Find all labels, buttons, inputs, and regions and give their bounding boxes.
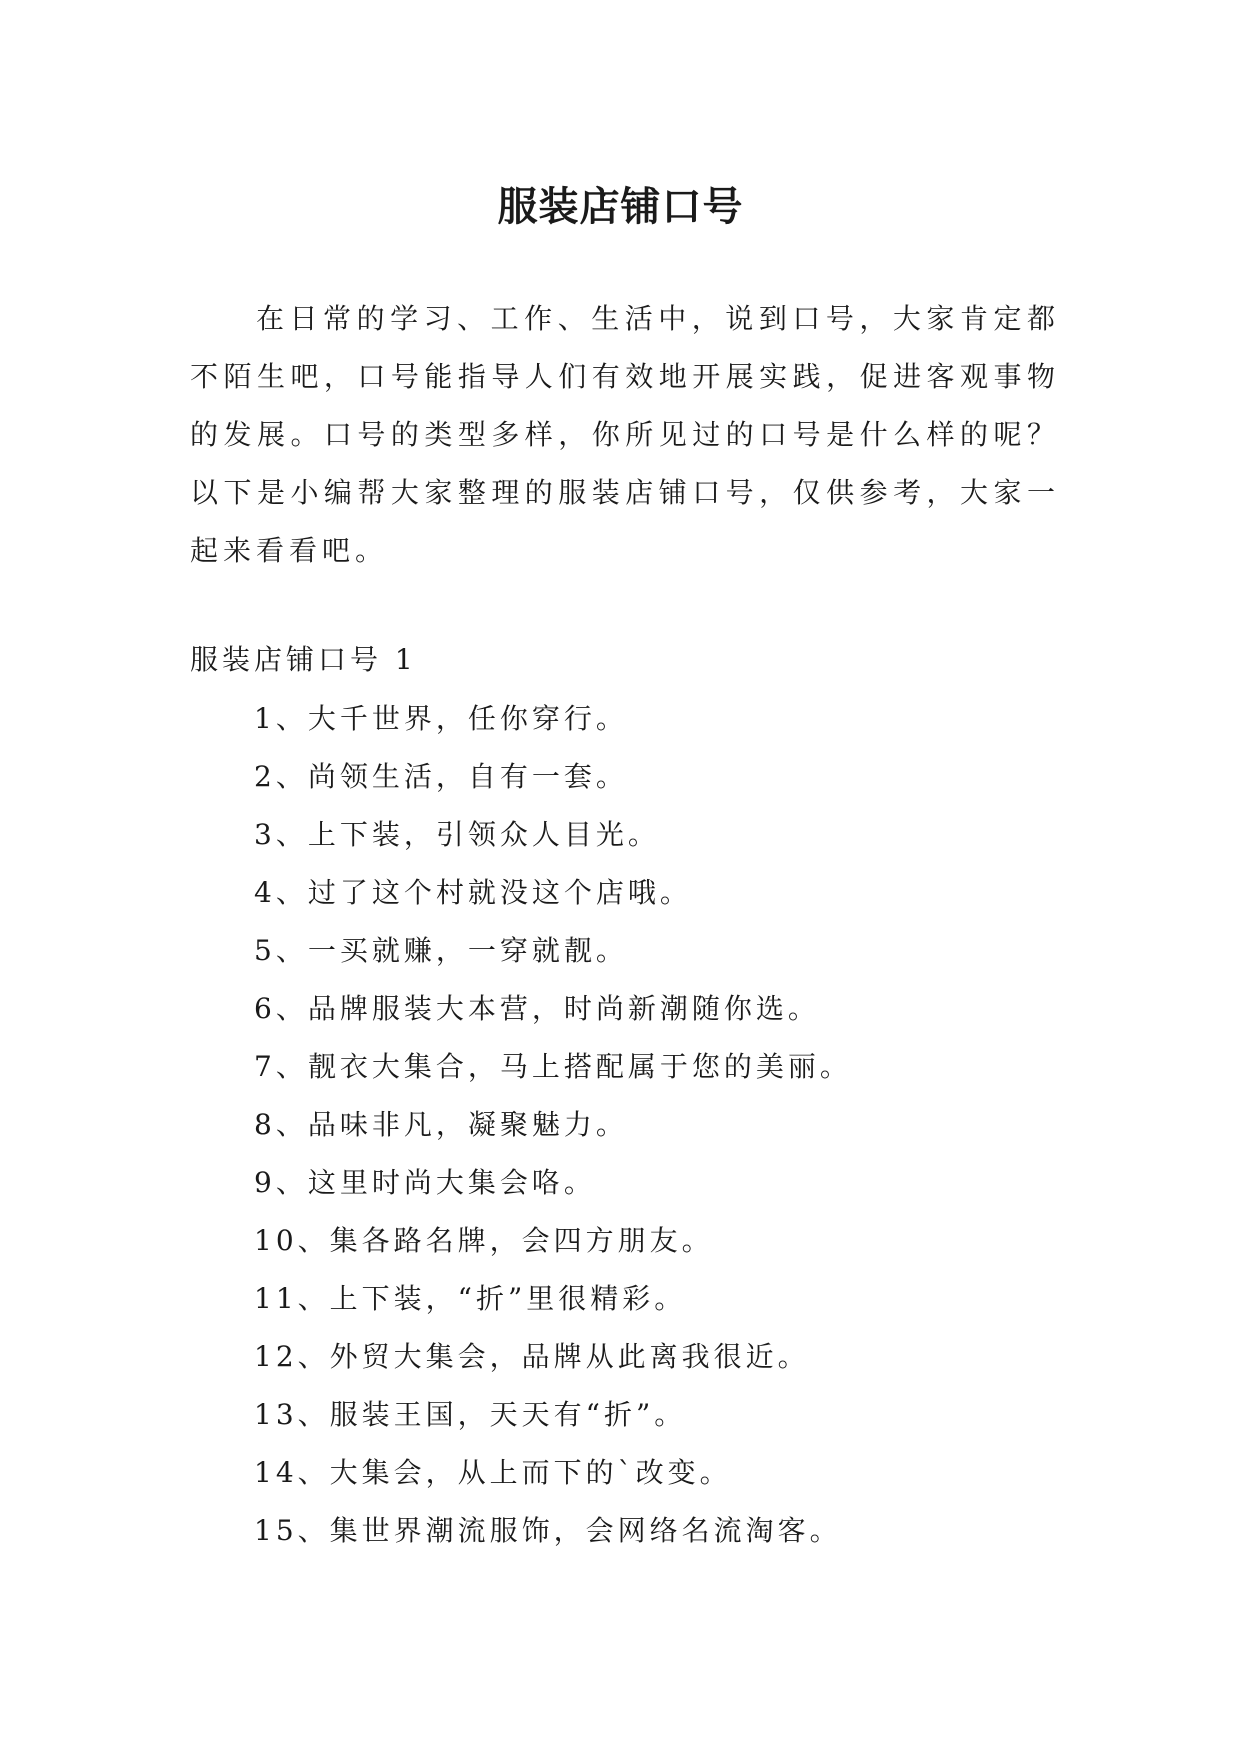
slogan-item: 10、集各路名牌，会四方朋友。 bbox=[254, 1224, 714, 1257]
slogan-item: 15、集世界潮流服饰，会网络名流淘客。 bbox=[254, 1514, 842, 1547]
slogan-item: 3、上下装，引领众人目光。 bbox=[254, 818, 660, 851]
slogan-item: 11、上下装，“折”里很精彩。 bbox=[254, 1282, 687, 1315]
slogan-item: 4、过了这个村就没这个店哦。 bbox=[254, 876, 692, 909]
document-title: 服装店铺口号 bbox=[497, 183, 744, 230]
section-heading: 服装店铺口号 1 bbox=[190, 643, 417, 676]
intro-paragraph: 在日常的学习、工作、生活中，说到口号，大家肯定都不陌生吧，口号能指导人们有效地开展实践，促进客观事物的发展。口号的类型多样，你所见过的口号是什么样的呢？以下是小编帮大家整理的服装店铺口号，仅供参考，大家一起来看看吧。 bbox=[190, 302, 1060, 567]
slogan-item: 6、品牌服装大本营，时尚新潮随你选。 bbox=[254, 992, 820, 1025]
slogan-item: 12、外贸大集会，品牌从此离我很近。 bbox=[254, 1340, 810, 1373]
slogan-item: 7、靓衣大集合，马上搭配属于您的美丽。 bbox=[254, 1050, 852, 1083]
slogan-item: 1、大千世界，任你穿行。 bbox=[254, 702, 628, 735]
slogan-item: 13、服装王国，天天有“折”。 bbox=[254, 1398, 687, 1431]
slogan-item: 14、大集会，从上而下的`改变。 bbox=[254, 1456, 732, 1489]
slogan-item: 9、这里时尚大集会咯。 bbox=[254, 1166, 596, 1199]
slogan-list bbox=[254, 699, 852, 1569]
slogan-item: 8、品味非凡，凝聚魅力。 bbox=[254, 1108, 628, 1141]
slogan-item: 2、尚领生活，自有一套。 bbox=[254, 760, 628, 793]
slogan-item: 5、一买就赚，一穿就靓。 bbox=[254, 934, 628, 967]
